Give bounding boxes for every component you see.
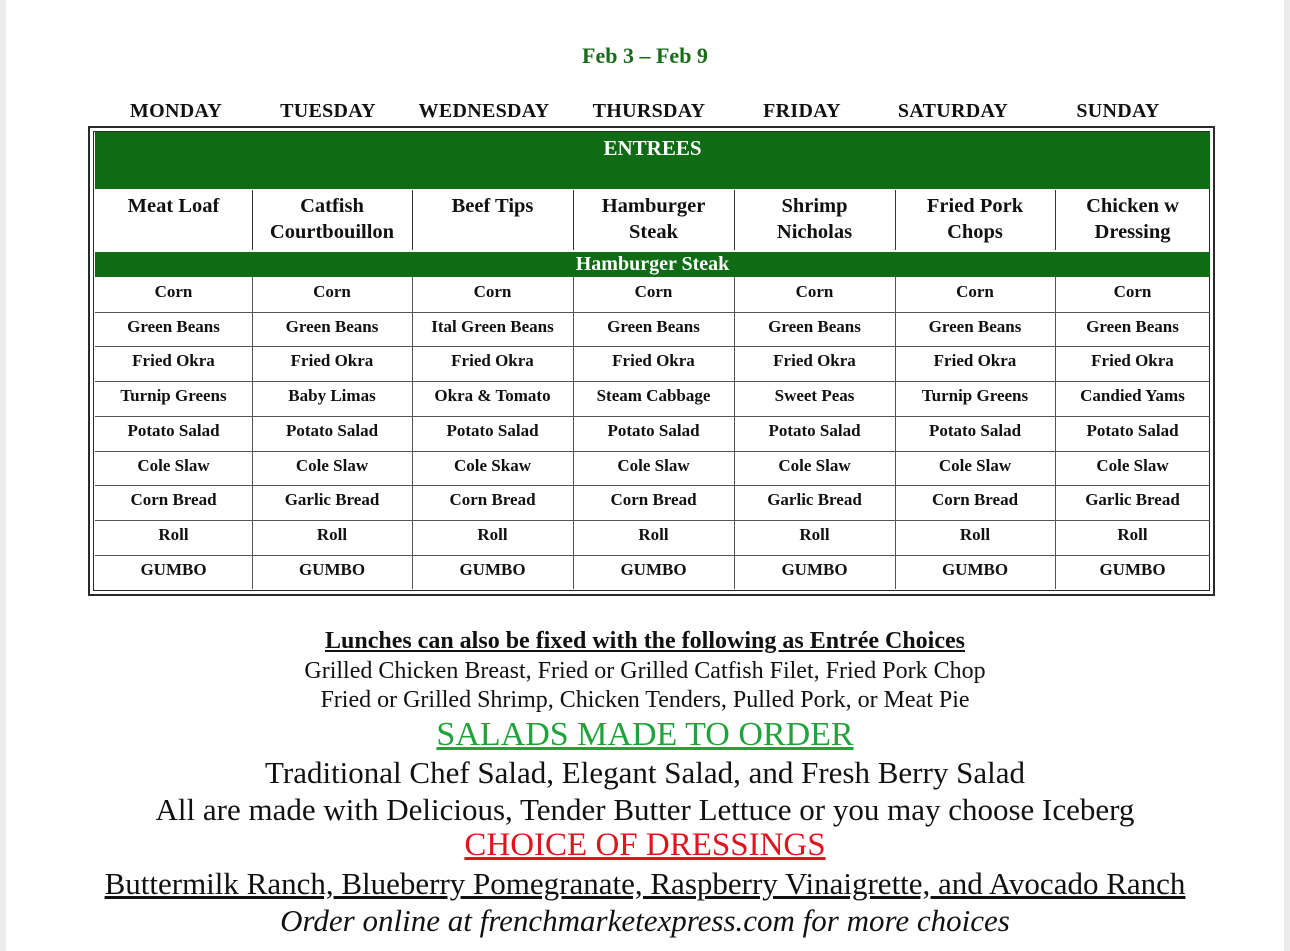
sides-header-band — [95, 252, 1210, 277]
side-dish-cell: Fried Okra — [1091, 351, 1174, 370]
side-dish-cell: Potato Salad — [446, 421, 539, 440]
side-dish-cell: Roll — [799, 525, 830, 544]
side-dish-cell: GUMBO — [941, 560, 1009, 579]
side-dish-cell: Corn — [473, 282, 512, 301]
side-dish-cell: GUMBO — [620, 560, 687, 579]
column-divider — [412, 277, 413, 589]
side-dish-cell: Fried Okra — [451, 351, 534, 370]
side-dish-cell: Cole Slaw — [137, 456, 210, 475]
side-dish-cell: Corn Bread — [610, 490, 697, 509]
side-dish-cell: Green Beans — [607, 317, 700, 336]
day-header: SUNDAY — [1076, 100, 1160, 122]
side-dish-cell: Potato Salad — [1086, 421, 1179, 440]
side-dish-cell: Potato Salad — [127, 421, 220, 440]
entree-cell — [1055, 193, 1210, 247]
day-header: MONDAY — [129, 100, 223, 122]
side-dish-cell: Roll — [477, 525, 508, 544]
entree-name-line: Fried Pork — [926, 195, 1024, 217]
entree-choices-line: Grilled Chicken Breast, Fried or Grilled Catfish Filet, Fried Pork Chop — [304, 658, 986, 684]
side-dish-cell: Roll — [316, 525, 348, 544]
entree-cell — [412, 193, 573, 247]
entrees-header-band — [95, 132, 1210, 189]
side-dish-cell: Fried Okra — [773, 351, 856, 370]
side-dish-cell: Candied Yams — [1080, 386, 1185, 405]
entree-cell — [573, 193, 734, 247]
sides-header: Hamburger Steak — [575, 253, 730, 275]
entree-name-line: Shrimp — [781, 195, 848, 217]
day-header: SATURDAY — [897, 100, 1009, 122]
side-dish-cell: Roll — [638, 525, 669, 544]
side-dish-cell: Garlic Bread — [767, 490, 862, 509]
column-divider — [895, 190, 896, 250]
entree-cell — [95, 193, 252, 247]
side-dish-cell: Fried Okra — [933, 351, 1017, 370]
side-dish-cell: Roll — [158, 525, 189, 544]
column-divider — [1055, 190, 1056, 250]
side-dish-cell: Cole Slaw — [1096, 456, 1169, 475]
side-dish-cell: Fried Okra — [132, 351, 215, 370]
side-dish-cell: Corn Bread — [130, 490, 217, 509]
side-dish-cell: Baby Limas — [288, 386, 376, 405]
entree-name-line: Nicholas — [776, 221, 853, 243]
side-dish-cell: GUMBO — [140, 560, 207, 579]
side-dish-cell: Steam Cabbage — [596, 386, 711, 405]
day-header: FRIDAY — [763, 100, 841, 122]
entree-name-line: Beef Tips — [451, 195, 534, 217]
column-divider — [252, 190, 253, 250]
side-dish-cell: Green Beans — [768, 317, 861, 336]
order-online-note: Order online at frenchmarketexpress.com for more choices — [280, 903, 1010, 938]
side-dish-cell: GUMBO — [298, 560, 366, 579]
side-dish-cell: Ital Green Beans — [431, 317, 554, 336]
column-divider — [412, 190, 413, 250]
entrees-header: ENTREES — [603, 136, 702, 160]
sides-grid — [95, 277, 1210, 589]
entree-name-line: Courtbouillon — [269, 221, 395, 243]
side-dish-cell: Garlic Bread — [1085, 490, 1180, 509]
side-dish-cell: Corn — [1113, 282, 1152, 301]
side-dish-cell: Okra & Tomato — [434, 386, 551, 405]
side-dish-cell: Turnip Greens — [120, 386, 227, 405]
side-dish-cell: Green Beans — [285, 317, 379, 336]
side-dish-cell: Garlic Bread — [284, 490, 380, 509]
entree-choices-line: Fried or Grilled Shrimp, Chicken Tenders, Pulled Pork, or Meat Pie — [320, 687, 970, 713]
entree-name-line: Chops — [947, 221, 1003, 243]
dressings-list: Buttermilk Ranch, Blueberry Pomegranate, Raspberry Vinaigrette, and Avocado Ranch — [104, 866, 1186, 901]
side-dish-cell: Green Beans — [127, 317, 220, 336]
column-divider — [734, 190, 735, 250]
side-dish-cell: Roll — [959, 525, 991, 544]
side-dish-cell: Turnip Greens — [921, 386, 1029, 405]
salads-heading: SALADS MADE TO ORDER — [436, 716, 854, 753]
entree-name-line: Catfish — [300, 195, 364, 217]
day-header: TUESDAY — [280, 100, 376, 122]
side-dish-cell: Green Beans — [1086, 317, 1179, 336]
side-dish-cell: Cole Slaw — [778, 456, 851, 475]
side-dish-cell: Sweet Peas — [774, 386, 855, 405]
entree-name-line: Meat Loaf — [127, 195, 220, 217]
side-dish-cell: Cole Slaw — [938, 456, 1012, 475]
day-header-row — [90, 100, 1215, 128]
side-dish-cell: Roll — [1117, 525, 1148, 544]
side-dish-cell: Cole Slaw — [295, 456, 369, 475]
entree-cell — [895, 193, 1055, 247]
side-dish-cell: Fried Okra — [290, 351, 374, 370]
column-divider — [895, 277, 896, 589]
side-dish-cell: Corn — [795, 282, 834, 301]
side-dish-cell: GUMBO — [459, 560, 526, 579]
side-dish-cell: Corn Bread — [449, 490, 536, 509]
column-divider — [252, 277, 253, 589]
day-header: THURSDAY — [592, 100, 706, 122]
column-divider — [573, 190, 574, 250]
salads-lettuce-note: All are made with Delicious, Tender Butter Lettuce or you may choose Iceberg — [155, 792, 1135, 827]
entree-choices-heading: Lunches can also be fixed with the following as Entrée Choices — [324, 628, 965, 654]
side-dish-cell: Corn — [154, 282, 193, 301]
week-title: Feb 3 – Feb 9 — [582, 43, 708, 68]
side-dish-cell: Cole Slaw — [617, 456, 690, 475]
side-dish-cell: GUMBO — [781, 560, 848, 579]
entree-name-line: Chicken w — [1086, 195, 1179, 217]
column-divider — [573, 277, 574, 589]
dressings-heading: CHOICE OF DRESSINGS — [464, 827, 826, 863]
side-dish-cell: Green Beans — [928, 317, 1022, 336]
entree-name-line: Hamburger — [601, 195, 706, 217]
entree-name-line: Steak — [629, 221, 678, 243]
side-dish-cell: Fried Okra — [612, 351, 695, 370]
side-dish-cell: Cole Skaw — [454, 456, 531, 475]
day-header: WEDNESDAY — [418, 100, 550, 122]
side-dish-cell: Corn — [956, 282, 994, 301]
side-dish-cell: Corn — [313, 282, 351, 301]
side-dish-cell: Corn — [634, 282, 673, 301]
side-dish-cell: GUMBO — [1099, 560, 1166, 579]
side-dish-cell: Corn Bread — [931, 490, 1019, 509]
entree-cell — [734, 193, 895, 247]
side-dish-cell: Potato Salad — [928, 421, 1022, 440]
column-divider — [734, 277, 735, 589]
entree-name-line: Dressing — [1094, 221, 1171, 243]
salads-list: Traditional Chef Salad, Elegant Salad, and Fresh Berry Salad — [265, 755, 1025, 790]
column-divider — [1055, 277, 1056, 589]
entree-cell — [252, 193, 412, 247]
side-dish-cell: Potato Salad — [285, 421, 379, 440]
side-dish-cell: Potato Salad — [768, 421, 861, 440]
side-dish-cell: Potato Salad — [607, 421, 700, 440]
